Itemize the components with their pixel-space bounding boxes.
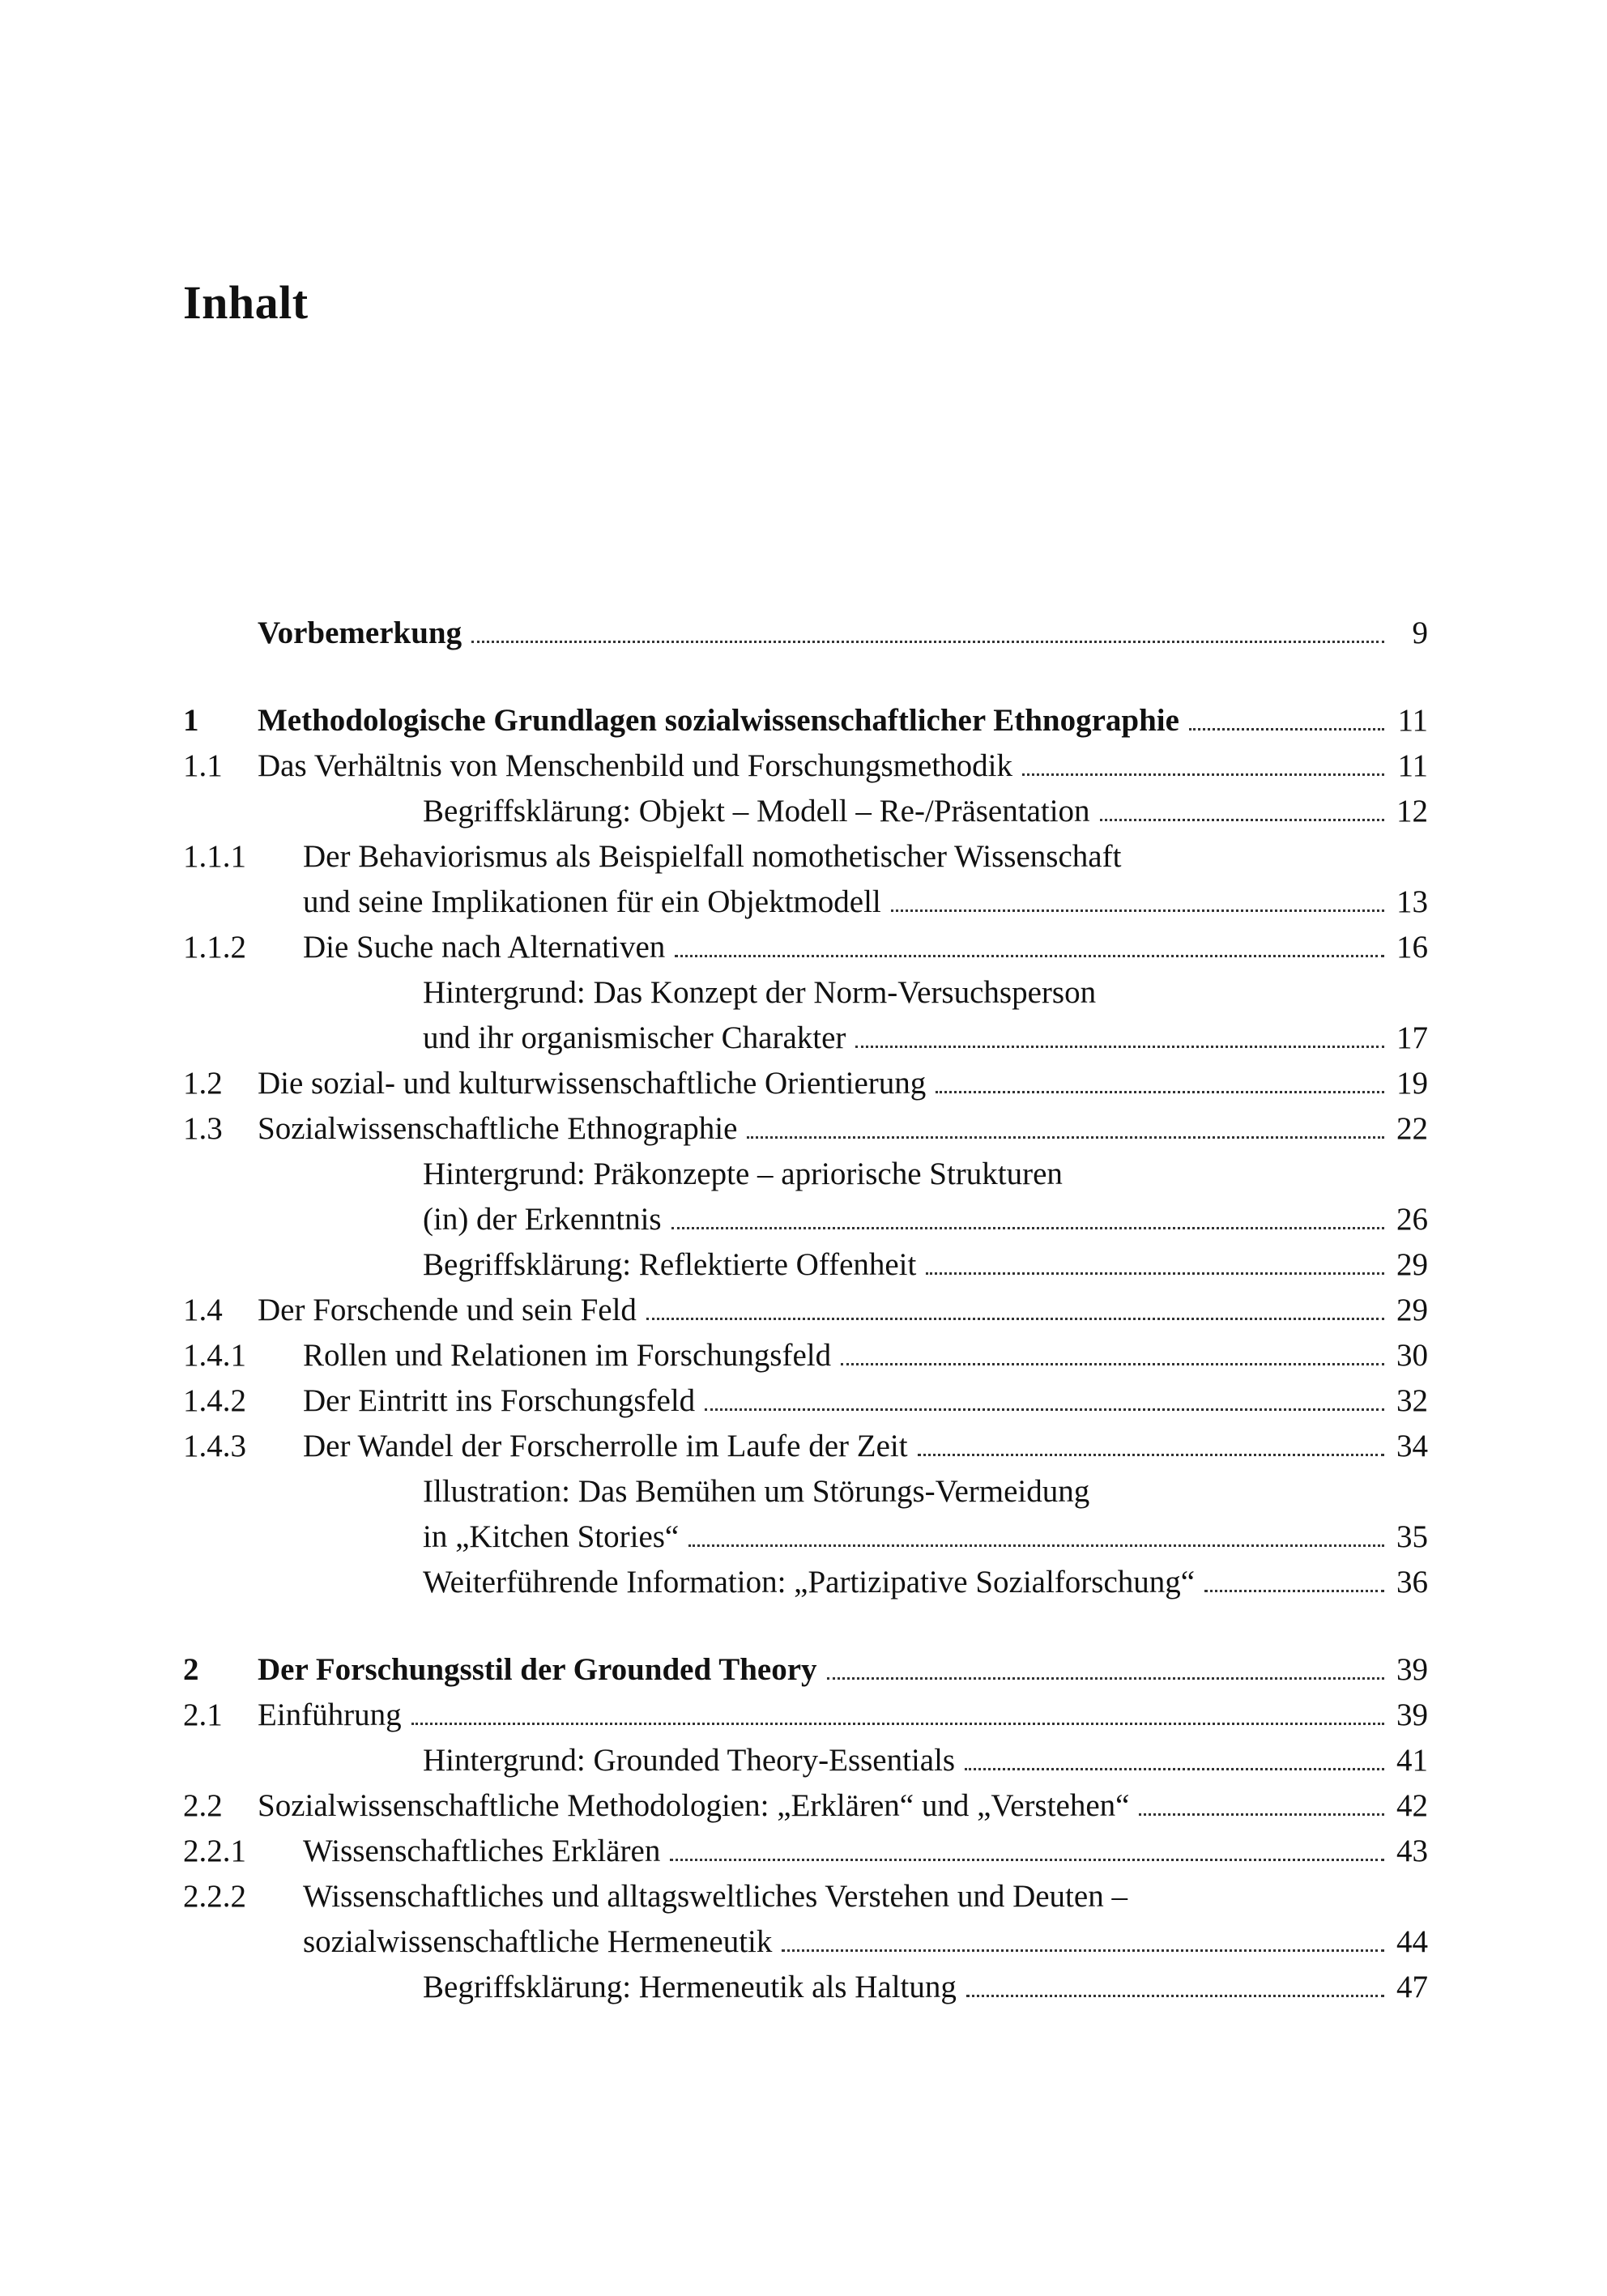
- dot-leader: [471, 641, 1384, 643]
- toc-entry: [183, 1378, 1428, 1424]
- toc-entry: [183, 743, 1428, 789]
- dot-leader: [918, 1454, 1384, 1456]
- toc-entry-page: 35: [1396, 1519, 1428, 1554]
- toc-entry-page: 39: [1396, 1698, 1428, 1732]
- dot-leader: [841, 1363, 1384, 1365]
- dot-leader: [926, 1272, 1384, 1275]
- dot-leader: [965, 1768, 1384, 1770]
- dot-leader: [827, 1677, 1384, 1680]
- toc-entry-title: Die Suche nach Alternativen: [303, 930, 666, 965]
- toc-entry: [183, 1965, 1428, 2010]
- dot-leader: [705, 1408, 1384, 1411]
- toc-entry-number: 1.1.2: [183, 930, 246, 965]
- toc-entry-page: 30: [1396, 1338, 1428, 1373]
- toc-entry-page: 12: [1396, 794, 1428, 829]
- toc-entry-title: Der Forschungsstil der Grounded Theory: [258, 1652, 817, 1687]
- page-title: Inhalt: [183, 276, 309, 329]
- toc-entry-title: und ihr organismischer Charakter: [423, 1020, 846, 1055]
- toc-entry: [183, 1288, 1428, 1333]
- toc-entry-number: 2.2.1: [183, 1834, 246, 1868]
- dot-leader: [1204, 1590, 1384, 1592]
- toc-entry: [183, 1242, 1428, 1288]
- toc-entry-page: 47: [1396, 1970, 1428, 2004]
- toc-entry-number: 1.1: [183, 748, 223, 783]
- toc-entry: [183, 1783, 1428, 1829]
- toc-entry-page: 13: [1396, 884, 1428, 919]
- toc-entry-page: 41: [1396, 1743, 1428, 1778]
- toc-entry-page: 36: [1396, 1565, 1428, 1600]
- toc-entry: [183, 1514, 1428, 1560]
- toc-entry-page: 42: [1396, 1788, 1428, 1823]
- dot-leader: [1022, 773, 1384, 776]
- toc-entry-title: Sozialwissenschaftliche Methodologien: „Erklären“ und „Verstehen“: [258, 1788, 1130, 1823]
- toc-entry-number: 1.4.1: [183, 1338, 246, 1373]
- toc-entry-title: Der Behaviorismus als Beispielfall nomothetischer Wissenschaft: [303, 839, 1122, 874]
- toc-entry: [183, 970, 1428, 1016]
- toc-entry-title: Der Wandel der Forscherrolle im Laufe der Zeit: [303, 1429, 908, 1463]
- toc-entry: [183, 1016, 1428, 1061]
- toc-entry-page: 9: [1412, 616, 1428, 650]
- dot-leader: [855, 1046, 1384, 1048]
- toc-entry-title: Wissenschaftliches Erklären: [303, 1834, 661, 1868]
- toc-entry: [183, 698, 1428, 743]
- toc-entry: [183, 925, 1428, 970]
- toc-entry-number: 1.4.3: [183, 1429, 246, 1463]
- toc-entry-title: Vorbemerkung: [258, 616, 462, 650]
- dot-leader: [891, 909, 1384, 912]
- toc-entry-title: sozialwissenschaftliche Hermeneutik: [303, 1924, 773, 1959]
- table-of-contents: [183, 611, 1428, 2010]
- toc-entry-page: 16: [1396, 930, 1428, 965]
- toc-entry-title: Methodologische Grundlagen sozialwissenschaftlicher Ethnographie: [258, 703, 1179, 738]
- toc-entry-page: 17: [1396, 1020, 1428, 1055]
- dot-leader: [936, 1091, 1384, 1093]
- toc-entry-title: in „Kitchen Stories“: [423, 1519, 680, 1554]
- toc-entry-title: Einführung: [258, 1698, 402, 1732]
- toc-entry: [183, 834, 1428, 880]
- toc-entry-title: Rollen und Relationen im Forschungsfeld: [303, 1338, 832, 1373]
- toc-entry: [183, 1738, 1428, 1783]
- toc-entry-title: Das Verhältnis von Menschenbild und Forschungsmethodik: [258, 748, 1012, 783]
- toc-entry: [183, 1560, 1428, 1605]
- toc-entry: [183, 1424, 1428, 1469]
- toc-entry-page: 29: [1396, 1247, 1428, 1282]
- toc-entry: [183, 1152, 1428, 1197]
- dot-leader: [671, 1227, 1384, 1229]
- toc-entry-page: 39: [1396, 1652, 1428, 1687]
- toc-entry: [183, 1693, 1428, 1738]
- toc-entry: [183, 1061, 1428, 1106]
- dot-leader: [646, 1318, 1384, 1320]
- toc-entry-title: (in) der Erkenntnis: [423, 1202, 662, 1237]
- toc-entry: [183, 1919, 1428, 1965]
- toc-entry: [183, 1829, 1428, 1874]
- toc-entry-page: 34: [1396, 1429, 1428, 1463]
- toc-entry-title: Sozialwissenschaftliche Ethnographie: [258, 1111, 738, 1146]
- toc-entry-title: Begriffsklärung: Objekt – Modell – Re-/Präsentation: [423, 794, 1090, 829]
- toc-entry-title: und seine Implikationen für ein Objektmodell: [303, 884, 881, 919]
- toc-entry-number: 1.1.1: [183, 839, 246, 874]
- toc-entry-page: 44: [1396, 1924, 1428, 1959]
- toc-entry-number: 2.1: [183, 1698, 223, 1732]
- toc-entry-title: Illustration: Das Bemühen um Störungs-Vermeidung: [423, 1474, 1090, 1509]
- dot-leader: [688, 1544, 1384, 1547]
- toc-entry-page: 43: [1396, 1834, 1428, 1868]
- dot-leader: [670, 1859, 1384, 1861]
- toc-entry-title: Begriffsklärung: Reflektierte Offenheit: [423, 1247, 917, 1282]
- toc-entry: [183, 880, 1428, 925]
- toc-entry-number: 1: [183, 703, 199, 738]
- dot-leader: [1100, 819, 1384, 821]
- toc-entry: [183, 1647, 1428, 1693]
- toc-entry-page: 26: [1396, 1202, 1428, 1237]
- dot-leader: [782, 1949, 1384, 1952]
- toc-entry: [183, 611, 1428, 656]
- toc-entry: [183, 1469, 1428, 1514]
- toc-entry-title: Begriffsklärung: Hermeneutik als Haltung: [423, 1970, 957, 2004]
- dot-leader: [747, 1136, 1384, 1139]
- toc-entry-title: Wissenschaftliches und alltagsweltliches Verstehen und Deuten –: [303, 1879, 1127, 1914]
- toc-entry-page: 11: [1397, 748, 1428, 783]
- dot-leader: [1189, 728, 1384, 731]
- toc-entry: [183, 1197, 1428, 1242]
- toc-entry: [183, 789, 1428, 834]
- toc-entry: [183, 1333, 1428, 1378]
- toc-entry-number: 1.4: [183, 1293, 223, 1327]
- toc-entry-number: 1.3: [183, 1111, 223, 1146]
- toc-entry-number: 2.2.2: [183, 1879, 246, 1914]
- dot-leader: [1139, 1813, 1384, 1816]
- toc-entry: [183, 1874, 1428, 1919]
- toc-entry-page: 32: [1396, 1383, 1428, 1418]
- dot-leader: [675, 955, 1384, 957]
- toc-entry-title: Der Eintritt ins Forschungsfeld: [303, 1383, 696, 1418]
- toc-entry-number: 2: [183, 1652, 199, 1687]
- toc-entry: [183, 1106, 1428, 1152]
- toc-entry-page: 22: [1396, 1111, 1428, 1146]
- toc-entry-title: Der Forschende und sein Feld: [258, 1293, 637, 1327]
- toc-entry-number: 2.2: [183, 1788, 223, 1823]
- toc-entry-number: 1.4.2: [183, 1383, 246, 1418]
- toc-entry-title: Hintergrund: Grounded Theory-Essentials: [423, 1743, 956, 1778]
- toc-entry-title: Die sozial- und kulturwissenschaftliche Orientierung: [258, 1066, 927, 1101]
- toc-entry-title: Hintergrund: Das Konzept der Norm-Versuchsperson: [423, 975, 1097, 1010]
- dot-leader: [411, 1723, 1384, 1725]
- toc-entry-title: Hintergrund: Präkonzepte – apriorische Strukturen: [423, 1157, 1063, 1191]
- toc-entry-page: 29: [1396, 1293, 1428, 1327]
- toc-entry-page: 19: [1396, 1066, 1428, 1101]
- toc-entry-number: 1.2: [183, 1066, 223, 1101]
- toc-entry-page: 11: [1397, 703, 1428, 738]
- toc-entry-title: Weiterführende Information: „Partizipative Sozialforschung“: [423, 1565, 1196, 1600]
- dot-leader: [966, 1995, 1384, 1997]
